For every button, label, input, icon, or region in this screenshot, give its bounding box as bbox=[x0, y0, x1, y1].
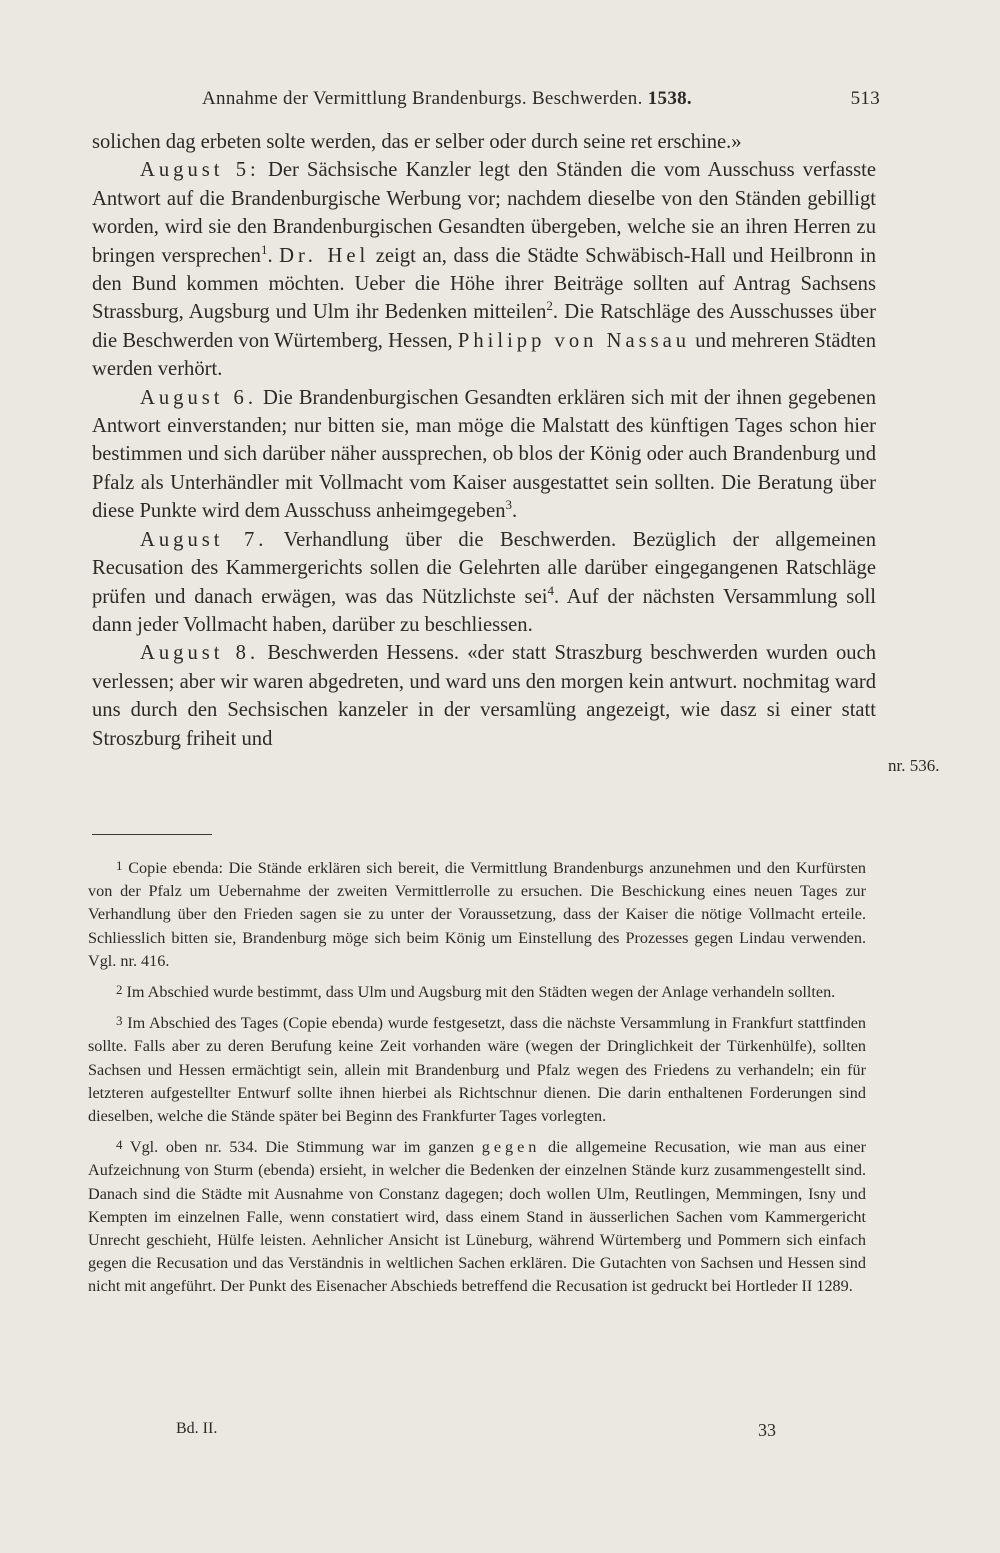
paragraph-august-5 bbox=[92, 156, 876, 383]
margin-note: nr. 536. bbox=[888, 756, 940, 775]
signature-mark: 33 bbox=[758, 1420, 776, 1440]
footnote-4 bbox=[88, 1133, 866, 1298]
footnote-mark: 4 bbox=[116, 1137, 123, 1153]
running-title bbox=[202, 88, 692, 110]
paragraph-text: . bbox=[512, 500, 518, 523]
date-august-5: August 5: bbox=[140, 159, 260, 182]
paragraph-text: Verhandlung über die Beschwerden. Bezüglich der allgemeinen Recusation des Kammergerichts sollen die Gelehrten alle darüber eingegangenen Ratschläge prüfen und danach erwägen, was das Nützlichste sei bbox=[92, 528, 876, 608]
page-number: 513 bbox=[850, 88, 880, 109]
paragraph-continuation: solichen dag erbeten solte werden, das er selber oder durch seine ret erschine.» bbox=[92, 131, 742, 153]
person-name: Dr. Hel bbox=[279, 244, 370, 267]
emphasis-word: gegen bbox=[481, 1138, 541, 1157]
running-head bbox=[90, 88, 880, 118]
footnote-text: Im Abschied des Tages (Copie ebenda) wurde festgesetzt, dass die nächste Versammlung in Frankfurt stattfinden sollte. Falls aber zu deren Berufung keine Zeit vorhanden wäre (wegen der Dringlichkeit der Türkenhülfe), sollten Sachsen und Hessen ermächtigt sein, allein mit Brandenburg und Pfalz wegen des Friedens zu verhandeln; ein für letzteren aufgestellter Entwurf sollte ihnen hierbei als Richtschnur dienen. Die darin enthaltenen Forderungen sind dieselben, welche die Stände später bei Beginn des Frankfurter Tages vorlegten. bbox=[88, 1014, 866, 1126]
paragraph-text: Die Brandenburgischen Gesandten erklären sich mit der ihnen gegebenen Antwort einverstanden; nur bitten sie, man möge die Malstatt des künftigen Tages schon hier bestimmen und sich darüber näher aussprechen, ob blos der König oder auch Brandenburg und Pfalz als Unterhändler mit Vollmacht vom Kaiser ausgestattet sein sollten. Die Beratung über diese Punkte wird dem Ausschuss anheimgegeben bbox=[92, 386, 876, 523]
footnote-mark: 2 bbox=[116, 982, 123, 998]
paragraph-text: und mehreren Städten werden verhört. bbox=[92, 329, 876, 381]
footnote-text: Copie ebenda: Die Stände erklären sich bereit, die Vermittlung Brandenburgs anzunehmen und den Kurfürsten von der Pfalz um Uebernahme der zweiten Vermittlerrolle zu ersuchen. Die Beschickung eines neuen Tages zur Verhandlung über den Frieden sagen sie zu unter der Voraussetzung, dass der Kaiser die nötige Vollmacht erteile. Schliesslich bitten sie, Brandenburg möge sich beim König um Einstellung des Prozesses gegen Lindau verwenden. Vgl. nr. 416. bbox=[88, 859, 866, 970]
paragraph-august-6 bbox=[92, 384, 876, 526]
footnotes bbox=[88, 854, 866, 1304]
volume-label: Bd. II. bbox=[176, 1420, 218, 1437]
paragraph-text: . Auf der nächsten Versammlung soll dann jeder Vollmacht haben, darüber zu beschliessen. bbox=[92, 585, 876, 636]
footnote-ref-2: 2 bbox=[546, 298, 553, 314]
footnote-2 bbox=[88, 978, 866, 1004]
paragraph-august-8 bbox=[92, 639, 876, 753]
footnote-text: die allgemeine Recusation, wie man aus einer Aufzeichnung von Sturm (ebenda) ersieht, in welcher die Bedenken der einzelnen Stände kurz zusammengestellt sind. Danach sind die Städte mit Ausnahme von Constanz dagegen; doch wollen Ulm, Reutlingen, Memmingen, Isny und Kempten im einzelnen Falle, wenn constatiert wird, dass einem Stand in äusserlichen Sachen vom Kammergericht Unrecht geschieht, Hülfe leisten. Aehnlicher Ansicht ist Lüneburg, während Würtemberg und Pommern sich einfach gegen die Recusation und das Verständnis in weltlichen Sachen erklären. Die Gutachten von Sachsen und Hessen sind nicht mit angeführt. Der Punkt des Eisenacher Abschieds betreffend die Recusation ist gedruckt bei Hortleder II 1289. bbox=[88, 1138, 866, 1296]
paragraph-text: zeigt an, dass die Städte Schwäbisch-Hall und Heilbronn in den Bund kommen möchten. Ueber die Höhe ihrer Beiträge sollten auf Antrag Sachsens Strassburg, Augsburg und Ulm ihr Bedenken mitteilen bbox=[92, 244, 876, 324]
footnote-mark: 3 bbox=[116, 1013, 123, 1029]
running-title-text: Annahme der Vermittlung Brandenburgs. Beschwerden. bbox=[202, 88, 643, 109]
page-footer bbox=[176, 1420, 776, 1446]
footnote-divider bbox=[92, 834, 212, 835]
paragraph-august-7 bbox=[92, 526, 876, 640]
footnote-ref-1: 1 bbox=[260, 241, 268, 257]
footnote-text: Vgl. oben nr. 534. Die Stimmung war im ganzen bbox=[129, 1138, 475, 1157]
date-august-6: August 6. bbox=[140, 386, 257, 409]
footnote-text: Im Abschied wurde bestimmt, dass Ulm und Augsburg mit den Städten wegen der Anlage verhandeln sollten. bbox=[126, 983, 836, 1002]
paragraph-text: . bbox=[267, 244, 273, 267]
paragraph-text: . Die Ratschläge des Ausschusses über die Beschwerden von Würtemberg, Hessen, bbox=[92, 301, 877, 352]
running-title-year: 1538. bbox=[647, 88, 692, 109]
main-text bbox=[92, 128, 876, 753]
footnote-ref-3: 3 bbox=[505, 497, 513, 513]
footnote-ref-4: 4 bbox=[547, 582, 554, 598]
paragraph-text: Der Sächsische Kanzler legt den Ständen die vom Ausschuss verfasste Antwort auf die Brandenburgische Werbung vor; nachdem dieselbe von den Ständen gebilligt worden, wird sie den Brandenburgischen Gesandten übergeben, welche sie an ihren Herren zu bringen versprechen bbox=[92, 159, 876, 267]
footnote-mark: 1 bbox=[116, 858, 123, 873]
paragraph-text: Beschwerden Hessens. «der statt Straszburg beschwerden wurden ouch verlessen; aber wir waren abgedreten, und ward uns den morgen kein antwurt. nochmitag ward uns durch den Sechsischen kanzeler in der versamlüng angezeigt, wie dasz si einer statt Stroszburg friheit und bbox=[92, 642, 877, 750]
footnote-3 bbox=[88, 1009, 866, 1128]
person-name: Philipp von Nassau bbox=[457, 329, 691, 352]
footnote-1 bbox=[88, 854, 866, 973]
date-august-7: August 7. bbox=[140, 528, 268, 551]
date-august-8: August 8. bbox=[140, 642, 260, 665]
